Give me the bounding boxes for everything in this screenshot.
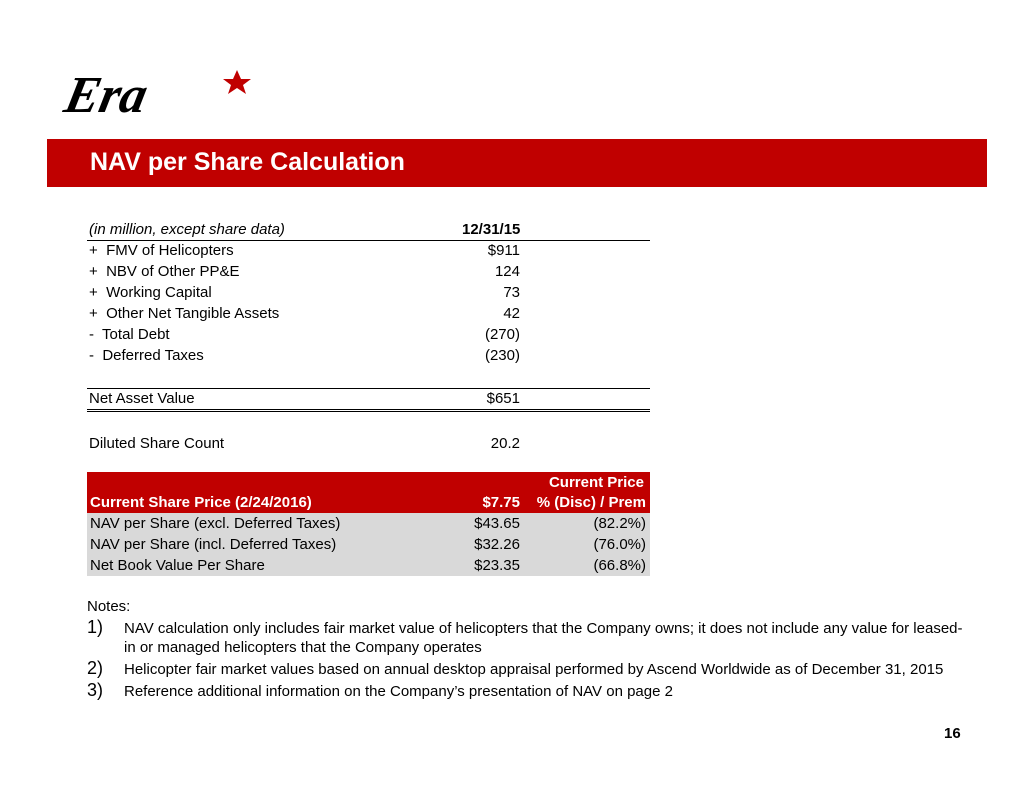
page-title: NAV per Share Calculation	[90, 148, 405, 176]
share-count-label: Diluted Share Count	[89, 435, 225, 452]
logo-wordmark: Era	[59, 66, 153, 124]
note-item	[87, 682, 967, 701]
row-percent: (76.0%)	[593, 536, 646, 553]
note-number: 1)	[87, 617, 104, 637]
note-text: NAV calculation only includes fair market value of helicopters that the Company owns; it does not include any value for leased-in or managed helicopters that the Company operates	[124, 620, 963, 656]
share-price-label: Current Share Price (2/24/2016)	[90, 494, 312, 511]
row-label: - Deferred Taxes	[89, 347, 204, 364]
share-count-row	[87, 434, 650, 455]
row-label: - Total Debt	[89, 326, 170, 343]
table-row	[87, 241, 650, 262]
net-asset-value-row	[87, 388, 650, 412]
row-label: + Other Net Tangible Assets	[89, 305, 280, 322]
notes-title: Notes:	[87, 598, 131, 615]
notes-section	[87, 598, 967, 704]
page-number: 16	[944, 725, 961, 742]
row-label: + Working Capital	[89, 284, 212, 301]
table-row	[87, 534, 650, 555]
row-label: NAV per Share (incl. Deferred Taxes)	[90, 536, 337, 553]
row-value: $23.35	[474, 557, 520, 574]
table-row	[87, 346, 650, 367]
row-value: (270)	[484, 326, 520, 343]
star-icon	[223, 70, 251, 94]
row-label: NAV per Share (excl. Deferred Taxes)	[90, 515, 341, 532]
row-percent: (66.8%)	[593, 557, 646, 574]
era-logo	[59, 66, 260, 124]
share-count-value: 20.2	[490, 435, 520, 452]
spacer	[87, 367, 650, 388]
note-text: Helicopter fair market values based on annual desktop appraisal performed by Ascend Worldwide as of December 31, 2015	[124, 661, 944, 678]
table-row	[87, 325, 650, 346]
spacer	[87, 412, 650, 434]
title-banner	[47, 139, 987, 187]
price-table	[87, 472, 650, 576]
date-header: 12/31/15	[462, 221, 521, 238]
total-label: Net Asset Value	[89, 390, 195, 407]
row-label: + FMV of Helicopters	[89, 242, 234, 259]
row-label: Net Book Value Per Share	[90, 557, 265, 574]
table-row	[87, 304, 650, 325]
premium-header-line2: % (Disc) / Prem	[536, 494, 646, 511]
nav-table	[87, 219, 650, 455]
row-value: 73	[503, 284, 520, 301]
row-value: $911	[487, 242, 520, 259]
table-row	[87, 513, 650, 534]
premium-header-line1: Current Price	[548, 474, 644, 491]
total-value: $651	[486, 390, 520, 407]
note-item	[87, 619, 967, 657]
row-label: + NBV of Other PP&E	[89, 263, 240, 280]
row-value: (230)	[484, 347, 520, 364]
note-number: 3)	[87, 680, 104, 700]
nav-table-header	[87, 219, 650, 241]
table-row	[87, 283, 650, 304]
row-value: 42	[503, 305, 520, 322]
note-item	[87, 660, 967, 679]
row-value: $32.26	[474, 536, 520, 553]
price-table-header	[87, 472, 650, 513]
row-value: $43.65	[474, 515, 520, 532]
row-percent: (82.2%)	[593, 515, 646, 532]
row-value: 124	[494, 263, 520, 280]
table-caption: (in million, except share data)	[89, 221, 285, 238]
note-text: Reference additional information on the Company’s presentation of NAV on page 2	[124, 683, 673, 700]
share-price-value: $7.75	[482, 494, 520, 511]
table-row	[87, 262, 650, 283]
table-row	[87, 555, 650, 576]
note-number: 2)	[87, 658, 104, 678]
